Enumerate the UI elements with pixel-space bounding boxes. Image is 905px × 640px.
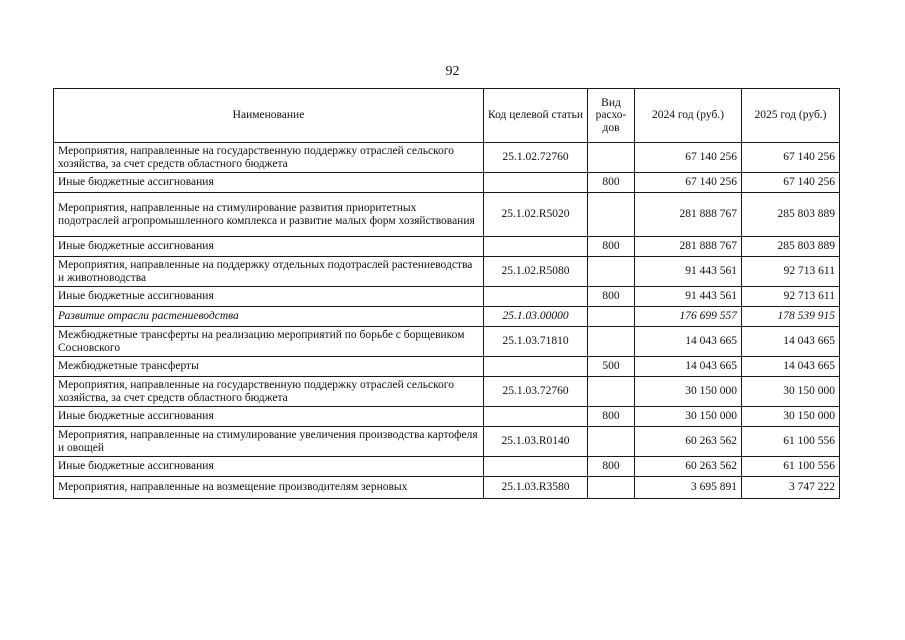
- cell-2025: 67 140 256: [742, 143, 840, 173]
- cell-code: 25.1.02.R5020: [484, 193, 588, 237]
- cell-2025: 285 803 889: [742, 193, 840, 237]
- cell-2024: 60 263 562: [635, 427, 742, 457]
- cell-2024: 60 263 562: [635, 457, 742, 477]
- cell-2025: 14 043 665: [742, 327, 840, 357]
- cell-kind: 800: [588, 173, 635, 193]
- cell-name: Мероприятия, направленные на возмещение производителям зерновых: [54, 477, 484, 499]
- cell-kind: [588, 307, 635, 327]
- table-header-row: [54, 89, 840, 143]
- budget-table: [53, 88, 840, 499]
- cell-kind: 800: [588, 407, 635, 427]
- cell-2024: 91 443 561: [635, 257, 742, 287]
- cell-code: [484, 457, 588, 477]
- cell-kind: [588, 477, 635, 499]
- table-row: [54, 357, 840, 377]
- cell-code: 25.1.02.72760: [484, 143, 588, 173]
- cell-2024: 281 888 767: [635, 237, 742, 257]
- cell-2024: 281 888 767: [635, 193, 742, 237]
- cell-code: 25.1.02.R5080: [484, 257, 588, 287]
- table-row: [54, 287, 840, 307]
- cell-code: [484, 173, 588, 193]
- cell-name: Иные бюджетные ассигнования: [54, 457, 484, 477]
- cell-kind: [588, 427, 635, 457]
- cell-kind: 500: [588, 357, 635, 377]
- cell-name: Иные бюджетные ассигнования: [54, 287, 484, 307]
- cell-name: Иные бюджетные ассигнования: [54, 407, 484, 427]
- cell-kind: [588, 377, 635, 407]
- cell-code: [484, 287, 588, 307]
- table-row: [54, 427, 840, 457]
- table-row: [54, 457, 840, 477]
- cell-2025: 61 100 556: [742, 427, 840, 457]
- cell-2025: 92 713 611: [742, 257, 840, 287]
- cell-kind: [588, 143, 635, 173]
- cell-code: 25.1.03.R0140: [484, 427, 588, 457]
- table-row: [54, 377, 840, 407]
- cell-name: Иные бюджетные ассигнования: [54, 237, 484, 257]
- cell-2024: 30 150 000: [635, 407, 742, 427]
- table-row: [54, 173, 840, 193]
- table-body: [54, 143, 840, 499]
- cell-2024: 91 443 561: [635, 287, 742, 307]
- header-2025: 2025 год (руб.): [742, 89, 840, 143]
- cell-name: Межбюджетные трансферты на реализацию мероприятий по борьбе с борщевиком Сосновского: [54, 327, 484, 357]
- cell-2025: 92 713 611: [742, 287, 840, 307]
- cell-2025: 178 539 915: [742, 307, 840, 327]
- header-name: Наименование: [54, 89, 484, 143]
- cell-kind: 800: [588, 287, 635, 307]
- cell-kind: [588, 257, 635, 287]
- cell-code: 25.1.03.72760: [484, 377, 588, 407]
- cell-2024: 3 695 891: [635, 477, 742, 499]
- table-row: [54, 407, 840, 427]
- cell-2024: 67 140 256: [635, 173, 742, 193]
- cell-code: [484, 357, 588, 377]
- page-number: 92: [445, 64, 460, 79]
- cell-2025: 61 100 556: [742, 457, 840, 477]
- header-kind: Вид расхо-дов: [588, 89, 635, 143]
- table-row: [54, 327, 840, 357]
- header-2024: 2024 год (руб.): [635, 89, 742, 143]
- cell-name: Мероприятия, направленные на государственную поддержку отраслей сельского хозяйства, за счет средств областного бюджета: [54, 377, 484, 407]
- cell-2025: 285 803 889: [742, 237, 840, 257]
- cell-name: Иные бюджетные ассигнования: [54, 173, 484, 193]
- cell-code: [484, 407, 588, 427]
- cell-name: Мероприятия, направленные на стимулирование увеличения производства картофеля и овощей: [54, 427, 484, 457]
- cell-2025: 3 747 222: [742, 477, 840, 499]
- cell-2024: 176 699 557: [635, 307, 742, 327]
- table-row: [54, 237, 840, 257]
- cell-2025: 14 043 665: [742, 357, 840, 377]
- cell-code: 25.1.03.R3580: [484, 477, 588, 499]
- cell-code: 25.1.03.71810: [484, 327, 588, 357]
- table-row: [54, 193, 840, 237]
- cell-name: Межбюджетные трансферты: [54, 357, 484, 377]
- cell-2025: 67 140 256: [742, 173, 840, 193]
- cell-2024: 14 043 665: [635, 327, 742, 357]
- cell-2025: 30 150 000: [742, 377, 840, 407]
- cell-code: [484, 237, 588, 257]
- cell-name: Мероприятия, направленные на стимулирование развития приоритетных подотраслей агропромышленного комплекса и развитие малых форм хозяйствования: [54, 193, 484, 237]
- table-row: [54, 307, 840, 327]
- cell-2025: 30 150 000: [742, 407, 840, 427]
- cell-kind: [588, 327, 635, 357]
- cell-2024: 14 043 665: [635, 357, 742, 377]
- cell-kind: 800: [588, 457, 635, 477]
- table-row: [54, 477, 840, 499]
- cell-name: Мероприятия, направленные на поддержку отдельных подотраслей растениеводства и животноводства: [54, 257, 484, 287]
- cell-name: Мероприятия, направленные на государственную поддержку отраслей сельского хозяйства, за счет средств областного бюджета: [54, 143, 484, 173]
- cell-2024: 67 140 256: [635, 143, 742, 173]
- header-code: Код целевой статьи: [484, 89, 588, 143]
- cell-2024: 30 150 000: [635, 377, 742, 407]
- cell-name: Развитие отрасли растениеводства: [54, 307, 484, 327]
- cell-kind: 800: [588, 237, 635, 257]
- table-row: [54, 257, 840, 287]
- cell-kind: [588, 193, 635, 237]
- table-row: [54, 143, 840, 173]
- cell-code: 25.1.03.00000: [484, 307, 588, 327]
